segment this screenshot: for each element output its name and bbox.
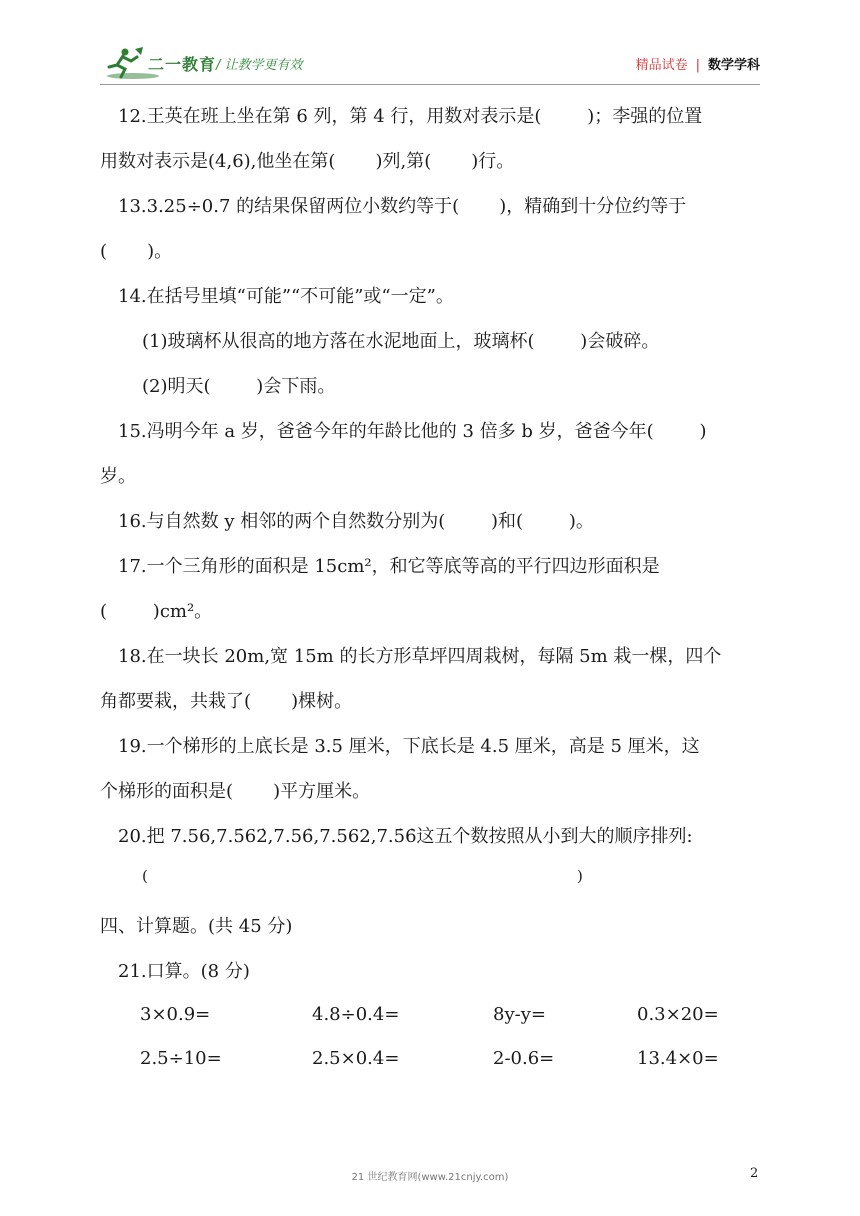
question-14-part-1: (1)玻璃杯从很高的地方落在水泥地面上，玻璃杯( )会破碎。	[142, 331, 660, 352]
page-number: 2	[750, 1166, 759, 1181]
question-18-line-2: 角都要栽，共栽了( )棵树。	[100, 691, 353, 712]
question-17-line-2: ( )cm²。	[100, 601, 213, 622]
question-13-line-1: 13.3.25÷0.7 的结果保留两位小数约等于( )，精确到十分位约等于	[118, 196, 687, 217]
calc-item: 2.5÷10=	[140, 1048, 222, 1069]
calc-item: 3×0.9=	[140, 1004, 211, 1025]
slogan: / 让教学更有效	[216, 58, 303, 73]
footer-source: 21 世纪教育网(www.21cnjy.com)	[351, 1172, 509, 1183]
question-16: 16.与自然数 y 相邻的两个自然数分别为( )和( )。	[118, 511, 594, 532]
brand-tags	[636, 54, 760, 73]
question-17-line-1: 17.一个三角形的面积是 15cm²，和它等底等高的平行四边形面积是	[118, 556, 660, 577]
question-20-line-1: 20.把 7.56,7.5̇62̇,7.56̇,7.562,7.5̇6̇这五个数按照从小到大的顺序排列:	[118, 826, 693, 847]
question-15-line-1: 15.冯明今年 a 岁，爸爸今年的年龄比他的 3 倍多 b 岁，爸爸今年( )	[118, 421, 707, 442]
question-12-line-2: 用数对表示是(4,6),他坐在第( )列,第( )行。	[100, 151, 515, 172]
calc-item: 2.5×0.4=	[312, 1048, 400, 1069]
brand-tag-left: 精品试卷	[635, 58, 688, 73]
calc-item: 8y-y=	[493, 1004, 546, 1025]
question-20-answer-bracket: ( )	[142, 867, 583, 885]
brand-tag-right: 数学学科	[707, 58, 760, 73]
question-19-line-1: 19.一个梯形的上底长是 3.5 厘米，下底长是 4.5 厘米，高是 5 厘米，这	[118, 736, 700, 757]
calc-item: 2-0.6=	[493, 1048, 555, 1069]
question-15-line-2: 岁。	[100, 466, 136, 487]
question-21: 21.口算。(8 分)	[118, 961, 250, 982]
question-19-line-2: 个梯形的面积是( )平方厘米。	[100, 781, 371, 802]
question-14-part-2: (2)明天( )会下雨。	[142, 376, 336, 397]
brand-separator: |	[695, 58, 700, 73]
calc-item: 13.4×0=	[637, 1048, 719, 1069]
question-12-line-1: 12.王英在班上坐在第 6 列，第 4 行，用数对表示是( )；李强的位置	[118, 106, 703, 127]
calc-item: 0.3×20=	[637, 1004, 719, 1025]
page-header	[0, 0, 860, 90]
question-18-line-1: 18.在一块长 20m,宽 15m 的长方形草坪四周栽树，每隔 5m 栽一棵，四个	[118, 646, 722, 667]
header-rule	[100, 84, 760, 85]
calc-item: 4.8÷0.4=	[312, 1004, 400, 1025]
brand-name: 二一教育	[148, 55, 217, 74]
question-14: 14.在括号里填“可能”“不可能”或“一定”。	[118, 286, 454, 307]
question-13-line-2: ( )。	[100, 241, 173, 262]
section-4-heading: 四、计算题。(共 45 分)	[100, 916, 293, 937]
